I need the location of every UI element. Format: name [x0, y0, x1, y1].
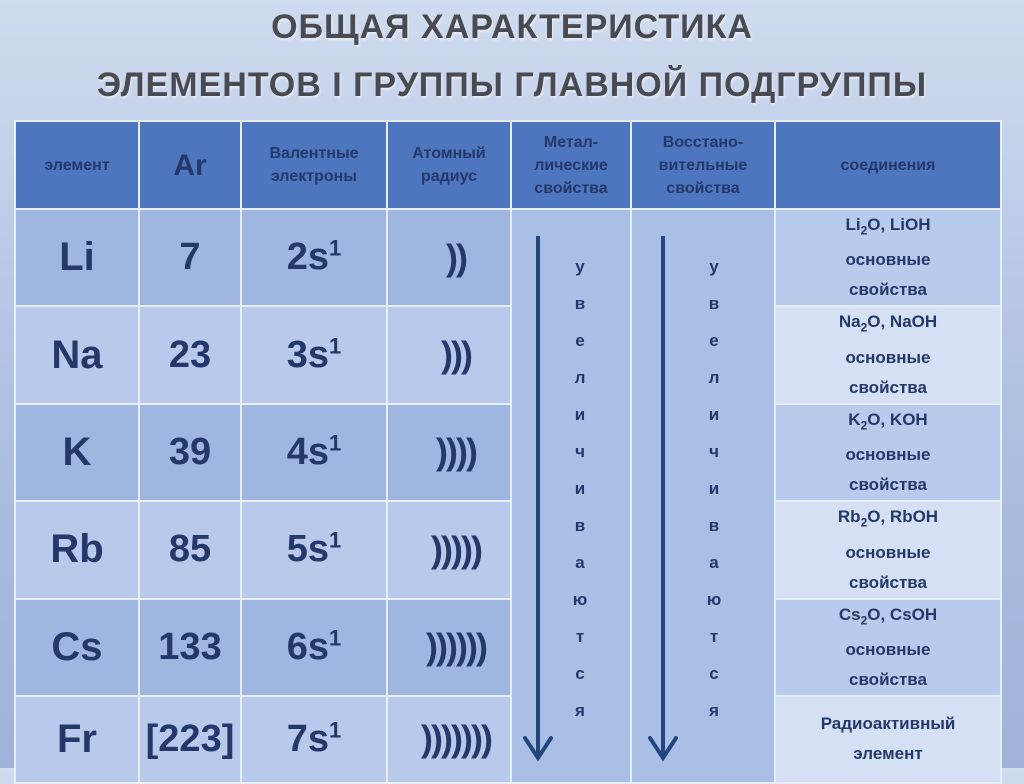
- compound-property-2: свойства: [849, 377, 927, 397]
- valence-electrons: [241, 209, 387, 306]
- trend-letter: ч: [709, 442, 719, 461]
- trend-letter: с: [575, 664, 585, 683]
- compound-property-2: свойства: [849, 475, 927, 495]
- header-radius-line-1: Атомный: [412, 145, 486, 162]
- atomic-radius: ))))))): [387, 696, 511, 783]
- title-line-1: ОБЩАЯ ХАРАКТЕРИСТИКА: [271, 8, 753, 46]
- trend-letter: у: [709, 257, 719, 276]
- reducing-trend-cell: [631, 209, 775, 783]
- atomic-mass: 23: [139, 306, 241, 403]
- elements-table: [14, 120, 1002, 784]
- valence-orbital: 6s: [286, 625, 330, 668]
- trend-letter: и: [574, 405, 586, 424]
- header-radius: [387, 121, 511, 209]
- trend-letter: я: [709, 701, 719, 720]
- trend-letter: ю: [706, 590, 722, 609]
- trend-arrow-metallic: [512, 210, 630, 782]
- trend-letter: и: [574, 479, 586, 498]
- trend-letter: ч: [575, 442, 585, 461]
- header-metallic: [511, 121, 631, 209]
- header-radius-line-2: радиус: [420, 168, 478, 185]
- metallic-trend-cell: [511, 209, 631, 783]
- compound-formula: $Cs_2O$, CsOH: [838, 604, 938, 627]
- valence-count: 1: [329, 625, 342, 651]
- trend-letter: в: [574, 516, 586, 535]
- valence-orbital: 3s: [286, 333, 330, 376]
- compound-property: основные: [845, 542, 931, 562]
- header-reducing: [631, 121, 775, 209]
- trend-letter: т: [709, 627, 719, 646]
- table-row: [15, 306, 1001, 403]
- header-compounds: соединения: [775, 121, 1001, 209]
- compounds-cell: [775, 306, 1001, 403]
- valence-electrons: [241, 404, 387, 501]
- element-symbol: Li: [15, 209, 139, 306]
- atomic-mass: [223]: [139, 696, 241, 783]
- valence-count: 1: [329, 430, 342, 456]
- header-valence-line-2: электроны: [270, 168, 357, 185]
- trend-letter: в: [708, 516, 720, 535]
- atomic-radius: ))))): [387, 501, 511, 598]
- valence-count: 1: [329, 717, 342, 743]
- atomic-radius: )))): [387, 404, 511, 501]
- valence-electrons: [241, 501, 387, 598]
- element-symbol: Na: [15, 306, 139, 403]
- atomic-mass: 85: [139, 501, 241, 598]
- atomic-radius: )))))): [387, 599, 511, 696]
- atomic-mass: 7: [139, 209, 241, 306]
- valence-orbital: 5s: [286, 528, 330, 571]
- compound-formula: $Rb_2O$, RbOH: [837, 507, 939, 530]
- compound-property-2: свойства: [849, 572, 927, 592]
- header-metallic-line-2: лические: [534, 156, 608, 174]
- compound-property: основные: [845, 347, 931, 367]
- valence-count: 1: [329, 332, 342, 358]
- atomic-mass: 39: [139, 404, 241, 501]
- compound-formula: $Li_2O$, LiOH: [845, 215, 931, 238]
- valence-orbital: 2s: [286, 236, 330, 279]
- table-row: [15, 209, 1001, 306]
- compounds-cell: [775, 599, 1001, 696]
- trend-letter: в: [708, 294, 720, 313]
- valence-electrons: [241, 599, 387, 696]
- trend-letter: е: [709, 331, 719, 350]
- compounds-cell: [775, 209, 1001, 306]
- trend-letter: с: [709, 664, 719, 683]
- valence-electrons: [241, 306, 387, 403]
- valence-electrons: [241, 696, 387, 783]
- atomic-radius: )): [387, 209, 511, 306]
- trend-letter: ю: [572, 590, 588, 609]
- element-symbol: K: [15, 404, 139, 501]
- trend-letter: а: [575, 553, 585, 572]
- trend-word-metallic: [570, 248, 590, 729]
- header-valence-line-1: Валентные: [269, 145, 359, 162]
- trend-letter: в: [574, 294, 586, 313]
- trend-arrow-reducing: [632, 210, 774, 782]
- header-reducing-line-2: вительные: [658, 156, 748, 174]
- compound-property: основные: [845, 639, 931, 659]
- element-symbol: Fr: [15, 696, 139, 783]
- trend-letter: я: [575, 701, 585, 720]
- header-ar: Ar: [139, 121, 241, 209]
- header-metallic-line-3: свойства: [534, 179, 608, 197]
- valence-orbital: 4s: [286, 430, 330, 473]
- atomic-mass: 133: [139, 599, 241, 696]
- header-reducing-line-1: Восстано-: [662, 133, 744, 151]
- header-element: элемент: [15, 121, 139, 209]
- element-symbol: Rb: [15, 501, 139, 598]
- table-row: [15, 696, 1001, 783]
- title-line-2: ЭЛЕМЕНТОВ I ГРУППЫ ГЛАВНОЙ ПОДГРУППЫ: [96, 66, 928, 104]
- header-reducing-line-3: свойства: [666, 179, 740, 197]
- trend-word-reducing: [704, 248, 724, 729]
- down-arrow-icon: [632, 210, 774, 782]
- trend-letter: т: [575, 627, 585, 646]
- trend-letter: и: [708, 405, 720, 424]
- table-row: [15, 404, 1001, 501]
- compounds-cell: [775, 696, 1001, 783]
- trend-letter: л: [574, 368, 586, 387]
- table-row: [15, 501, 1001, 598]
- compound-property: основные: [845, 445, 931, 465]
- compounds-cell: [775, 501, 1001, 598]
- table-row: [15, 599, 1001, 696]
- compound-formula: $K_2O$, KOH: [848, 409, 928, 433]
- header-metallic-line-1: Метал-: [543, 133, 599, 151]
- header-valence: [241, 121, 387, 209]
- atomic-radius: ))): [387, 306, 511, 403]
- compound-property: основные: [845, 250, 931, 270]
- compound-property: элемент: [853, 744, 923, 764]
- compound-formula: Радиоактивный: [820, 714, 956, 734]
- trend-letter: и: [708, 479, 720, 498]
- trend-letter: а: [709, 553, 719, 572]
- compound-formula: $Na_2O$, NaOH: [838, 312, 938, 335]
- trend-letter: у: [575, 257, 585, 276]
- trend-letter: л: [708, 368, 720, 387]
- element-symbol: Cs: [15, 599, 139, 696]
- compound-property-2: свойства: [849, 280, 927, 300]
- compounds-cell: [775, 404, 1001, 501]
- valence-orbital: 7s: [286, 717, 330, 760]
- valence-count: 1: [329, 235, 342, 261]
- header-row: [15, 121, 1001, 209]
- compound-property-2: свойства: [849, 669, 927, 689]
- valence-count: 1: [329, 527, 342, 553]
- trend-letter: е: [575, 331, 585, 350]
